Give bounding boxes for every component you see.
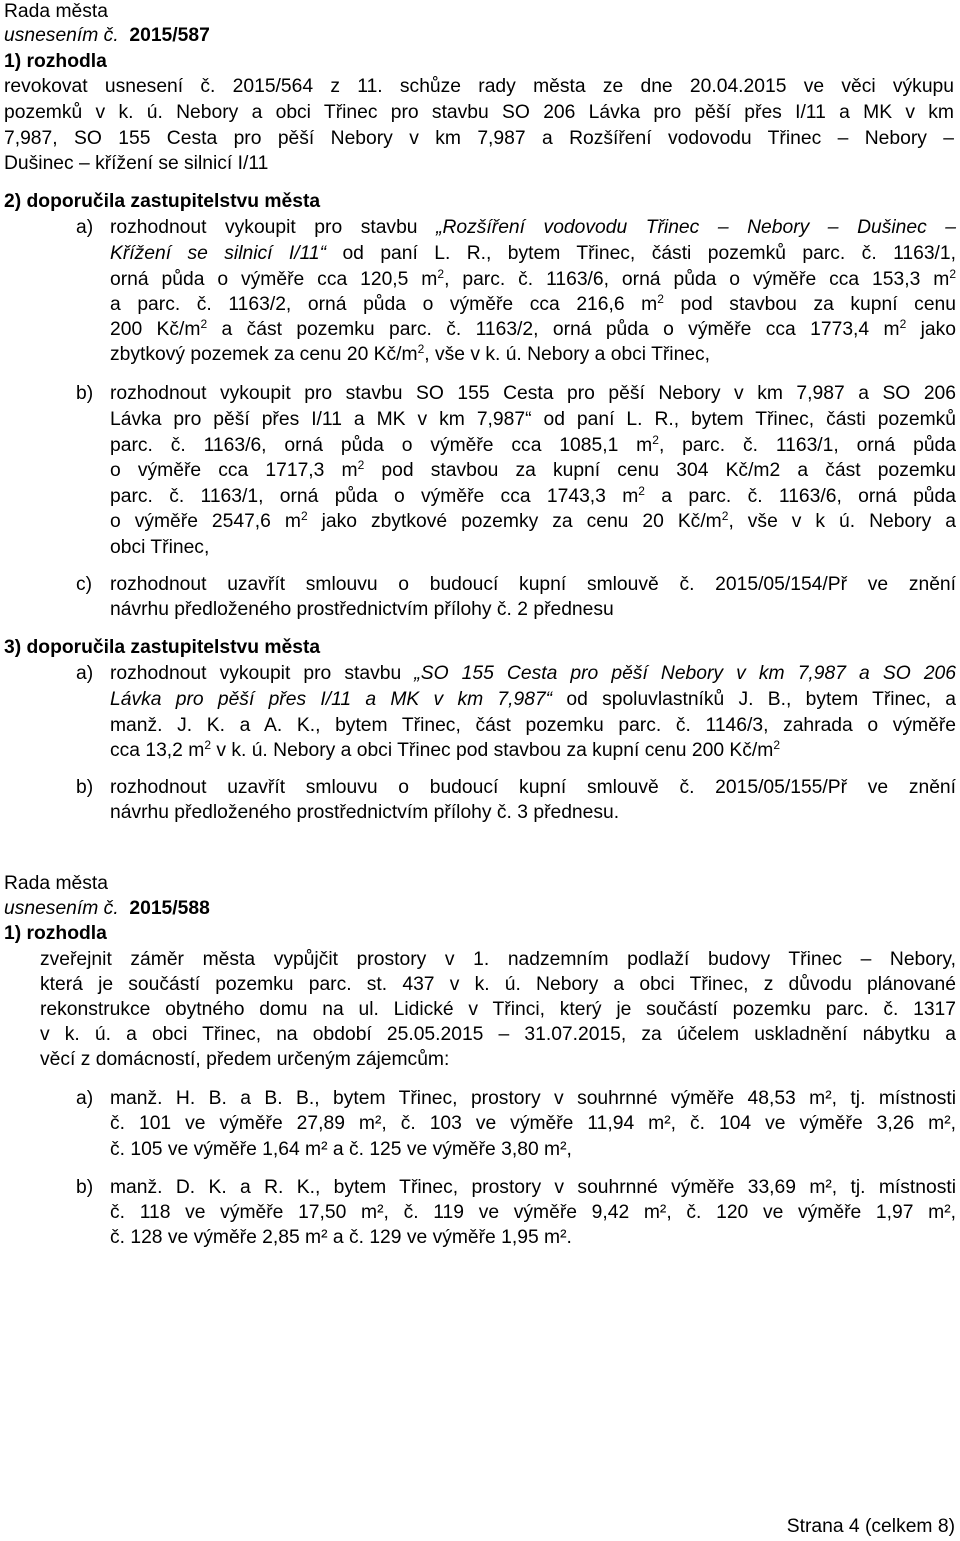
paragraph-line: rekonstrukce obytného domu na ul. Lidické v Třinci, který je součástí pozemku parc. č. 1317 (40, 999, 956, 1020)
item-line: č. 128 ve výměře 2,85 m² a č. 129 ve výměře 1,95 m². (110, 1227, 572, 1248)
section-heading-decided: 1) rozhodla (4, 51, 107, 72)
item-line: Křížení se silnicí I/11“ od paní L. R., bytem Třinec, části pozemků parc. č. 1163/1, (110, 243, 956, 264)
council-name: Rada města (4, 873, 108, 894)
paragraph-line: Dušinec – křížení se silnicí I/11 (4, 153, 269, 174)
page-number-footer: Strana 4 (celkem 8) (786, 1516, 955, 1537)
section-heading-decided: 1) rozhodla (4, 923, 107, 944)
paragraph-line: pozemků v k. ú. Nebory a obci Třinec pro stavbu SO 206 Lávka pro pěší přes I/11 a MK v km (4, 102, 954, 123)
item-label: a) (76, 217, 94, 238)
resolution-prefix: usnesením č. (4, 25, 119, 46)
item-label: a) (76, 663, 94, 684)
paragraph-line: která je součástí pozemku parc. st. 437 v k. ú. Nebory a obci Třinec, z důvodu plánované (40, 974, 956, 995)
item-line: rozhodnout vykoupit pro stavbu SO 155 Cesta pro pěší Nebory v km 7,987 a SO 206 (110, 383, 956, 404)
resolution-prefix: usnesením č. (4, 898, 119, 919)
item-line: zbytkový pozemek za cenu 20 $Kč/m^2$, vše v k. ú. Nebory a obci Třinec, (110, 342, 711, 365)
item-line: č. 105 ve výměře 1,64 m² a č. 125 ve výměře 3,80 m², (110, 1139, 572, 1160)
item-line: rozhodnout vykoupit pro stavbu „SO 155 Cesta pro pěší Nebory v km 7,987 a SO 206 (110, 663, 956, 684)
item-line: parc. č. 1163/1, orná půda o výměře cca 1743,3 $m^2$ a parc. č. 1163/6, orná půda (110, 484, 956, 507)
item-label: b) (76, 777, 94, 798)
item-label: a) (76, 1088, 94, 1109)
item-line: cca 13,2 $m^2$ v k. ú. Nebory a obci Třinec pod stavbou za kupní cenu 200 $Kč/m^2$ (110, 738, 781, 761)
item-label: c) (76, 574, 93, 595)
item-line: návrhu předloženého prostřednictvím přílohy č. 2 přednesu (110, 599, 614, 620)
paragraph-line: 7,987, SO 155 Cesta pro pěší Nebory v km 7,987 a Rozšíření vodovodu Třinec – Nebory – (4, 128, 954, 149)
resolution-id: 2015/587 (129, 25, 210, 46)
item-line: č. 101 ve výměře 27,89 m², č. 103 ve výměře 11,94 m², č. 104 ve výměře 3,26 m², (110, 1113, 956, 1134)
item-line: Lávka pro pěší přes I/11 a MK v km 7,987“ od paní L. R., bytem Třinec, části pozemků (110, 409, 956, 430)
resolution-number (4, 24, 210, 49)
item-line: rozhodnout uzavřít smlouvu o budoucí kupní smlouvě č. 2015/05/154/Př ve znění (110, 574, 956, 595)
item-line: manž. J. K. a A. K., bytem Třinec, část pozemku parc. č. 1146/3, zahrada o výměře (110, 715, 956, 736)
section-heading-recommended: 2) doporučila zastupitelstvu města (4, 191, 321, 212)
item-line: manž. D. K. a R. K., bytem Třinec, prostory v souhrnné výměře 33,69 m², tj. místnosti (110, 1177, 956, 1198)
item-line: manž. H. B. a B. B., bytem Třinec, prostory v souhrnné výměře 48,53 m², tj. místnosti (110, 1088, 956, 1109)
paragraph-line: revokovat usnesení č. 2015/564 z 11. schůze rady města ze dne 20.04.2015 ve věci výkupu (4, 76, 954, 97)
item-line: o výměře cca 1717,3 $m^2$ pod stavbou za kupní cenu 304 Kč/m2 a část pozemku (110, 458, 956, 481)
item-line: 200 $Kč/m^2$ a část pozemku parc. č. 1163/2, orná půda o výměře cca 1773,4 $m^2$ jako (110, 317, 956, 340)
item-line: a parc. č. 1163/2, orná půda o výměře cca 216,6 $m^2$ pod stavbou za kupní cenu (110, 292, 956, 315)
item-line: rozhodnout uzavřít smlouvu o budoucí kupní smlouvě č. 2015/05/155/Př ve znění (110, 777, 956, 798)
paragraph-line: věcí z domácností, předem určeným zájemcům: (40, 1049, 450, 1070)
item-label: b) (76, 1177, 94, 1198)
item-line: orná půda o výměře cca 120,5 $m^2$, parc. č. 1163/6, orná půda o výměře cca 153,3 $m^2$ (110, 267, 956, 290)
item-line: obci Třinec, (110, 537, 210, 558)
council-name: Rada města (4, 1, 108, 22)
paragraph-line: v k. ú. a obci Třinec, na období 25.05.2015 – 31.07.2015, za účelem uskladnění nábytku a (40, 1024, 956, 1045)
item-line: č. 118 ve výměře 17,50 m², č. 119 ve výměře 9,42 m², č. 120 ve výměře 1,97 m², (110, 1202, 956, 1223)
resolution-id: 2015/588 (129, 898, 210, 919)
section-heading-recommended: 3) doporučila zastupitelstvu města (4, 637, 321, 658)
item-line: o výměře 2547,6 $m^2$ jako zbytkové pozemky za cenu 20 $Kč/m^2$, vše v k ú. Nebory a (110, 509, 956, 532)
item-line: návrhu předloženého prostřednictvím přílohy č. 3 přednesu. (110, 802, 620, 823)
item-line: rozhodnout vykoupit pro stavbu „Rozšíření vodovodu Třinec – Nebory – Dušinec – (110, 217, 956, 238)
item-line: parc. č. 1163/6, orná půda o výměře cca 1085,1 $m^2$, parc. č. 1163/1, orná půda (110, 433, 956, 456)
item-line: Lávka pro pěší přes I/11 a MK v km 7,987“ od spoluvlastníků J. B., bytem Třinec, a (110, 689, 956, 710)
resolution-number (4, 897, 210, 922)
item-label: b) (76, 383, 94, 404)
paragraph-line: zveřejnit záměr města vypůjčit prostory v 1. nadzemním podlaží budovy Třinec – Nebory, (40, 949, 956, 970)
